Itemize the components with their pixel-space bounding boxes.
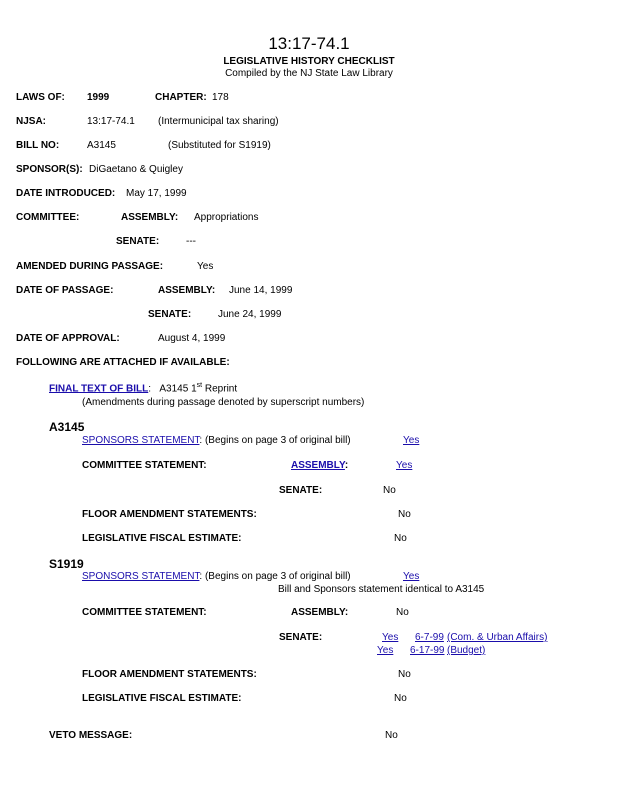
a3145-committee-assembly-colon: : [344,460,349,471]
date-of-approval-value: August 4, 1999 [158,333,226,344]
bill-no-value: A3145 [87,140,116,151]
s1919-floor-value: No [398,669,411,680]
date-introduced-label: DATE INTRODUCED: [16,188,116,199]
page-title: 13:17-74.1 [268,34,350,53]
bill-no-label: BILL NO: [16,140,60,151]
s1919-committee-assembly-value: No [396,607,409,618]
s1919-senate-desc-link-2[interactable]: (Budget) [447,645,486,656]
a3145-committee-senate-value: No [383,485,396,496]
s1919-senate-date-link-2[interactable]: 6-17-99 [410,645,445,656]
attachments-heading: FOLLOWING ARE ATTACHED IF AVAILABLE: [16,357,230,368]
committee-senate-value: --- [186,236,196,247]
final-text-link[interactable]: FINAL TEXT OF BILL [49,383,149,395]
s1919-sponsors-text: : (Begins on page 3 of original bill) [199,571,351,582]
checklist-title: LEGISLATIVE HISTORY CHECKLIST [223,56,395,67]
s1919-senate-yes-link-2[interactable]: Yes [377,645,394,656]
s1919-heading: S1919 [49,557,84,571]
laws-of-label: LAWS OF: [16,92,65,103]
s1919-senate-yes-link-1[interactable]: Yes [382,632,399,643]
s1919-committee-senate-label: SENATE: [279,632,323,643]
a3145-fiscal-label: LEGISLATIVE FISCAL ESTIMATE: [82,533,242,544]
s1919-sponsors-yes-link[interactable]: Yes [403,571,420,582]
a3145-sponsors-text: : (Begins on page 3 of original bill) [199,435,351,446]
njsa-value: 13:17-74.1 [87,116,135,127]
committee-assembly-value: Appropriations [194,212,259,223]
s1919-fiscal-value: No [394,693,407,704]
bill-no-desc: (Substituted for S1919) [168,140,271,151]
date-introduced-value: May 17, 1999 [126,188,187,199]
final-text-note: (Amendments during passage denoted by superscript numbers) [82,397,365,408]
date-of-passage-label: DATE OF PASSAGE: [16,285,114,296]
a3145-heading: A3145 [49,420,85,434]
s1919-committee-label: COMMITTEE STATEMENT: [82,607,207,618]
s1919-fiscal-label: LEGISLATIVE FISCAL ESTIMATE: [82,693,242,704]
committee-label: COMMITTEE: [16,212,80,223]
s1919-floor-label: FLOOR AMENDMENT STATEMENTS: [82,669,257,680]
s1919-senate-desc-link-1[interactable]: (Com. & Urban Affairs) [447,632,548,643]
s1919-senate-date-link-1[interactable]: 6-7-99 [415,632,444,643]
passage-senate-label: SENATE: [148,309,192,320]
a3145-sponsors-row [82,435,351,446]
passage-assembly-value: June 14, 1999 [229,285,293,296]
final-text-value: A3145 1 [159,383,197,395]
date-of-approval-label: DATE OF APPROVAL: [16,333,120,344]
chapter-label: CHAPTER: [155,92,207,103]
a3145-committee-assembly-yes-link[interactable]: Yes [396,460,413,471]
a3145-sponsors-yes-link[interactable]: Yes [403,435,420,446]
laws-of-year: 1999 [87,92,110,103]
final-text-reprint: Reprint [202,383,238,395]
amended-label: AMENDED DURING PASSAGE: [16,261,164,272]
final-text-colon: : [148,383,152,395]
s1919-sponsors-note: Bill and Sponsors statement identical to A3145 [278,584,485,595]
a3145-committee-label: COMMITTEE STATEMENT: [82,460,207,471]
sponsors-value: DiGaetano & Quigley [89,164,183,175]
committee-senate-label: SENATE: [116,236,160,247]
njsa-label: NJSA: [16,116,47,127]
sponsors-label: SPONSOR(S): [16,164,83,175]
s1919-sponsors-row [82,571,351,582]
s1919-sponsors-link[interactable]: SPONSORS STATEMENT [82,571,200,582]
a3145-sponsors-link[interactable]: SPONSORS STATEMENT [82,435,200,446]
veto-label: VETO MESSAGE: [49,730,133,741]
a3145-committee-assembly-link[interactable]: ASSEMBLY [291,460,345,471]
s1919-committee-assembly-label: ASSEMBLY: [291,607,349,618]
a3145-fiscal-value: No [394,533,407,544]
a3145-floor-label: FLOOR AMENDMENT STATEMENTS: [82,509,257,520]
a3145-floor-value: No [398,509,411,520]
amended-value: Yes [197,261,214,272]
a3145-committee-assembly [291,460,348,471]
committee-assembly-label: ASSEMBLY: [121,212,179,223]
passage-senate-value: June 24, 1999 [218,309,282,320]
final-text-row [49,382,237,394]
veto-value: No [385,730,398,741]
a3145-committee-senate-label: SENATE: [279,485,323,496]
chapter-value: 178 [212,92,229,103]
passage-assembly-label: ASSEMBLY: [158,285,216,296]
njsa-desc: (Intermunicipal tax sharing) [158,116,279,127]
final-text-sup: st [196,382,203,389]
compiled-by: Compiled by the NJ State Law Library [225,68,393,79]
